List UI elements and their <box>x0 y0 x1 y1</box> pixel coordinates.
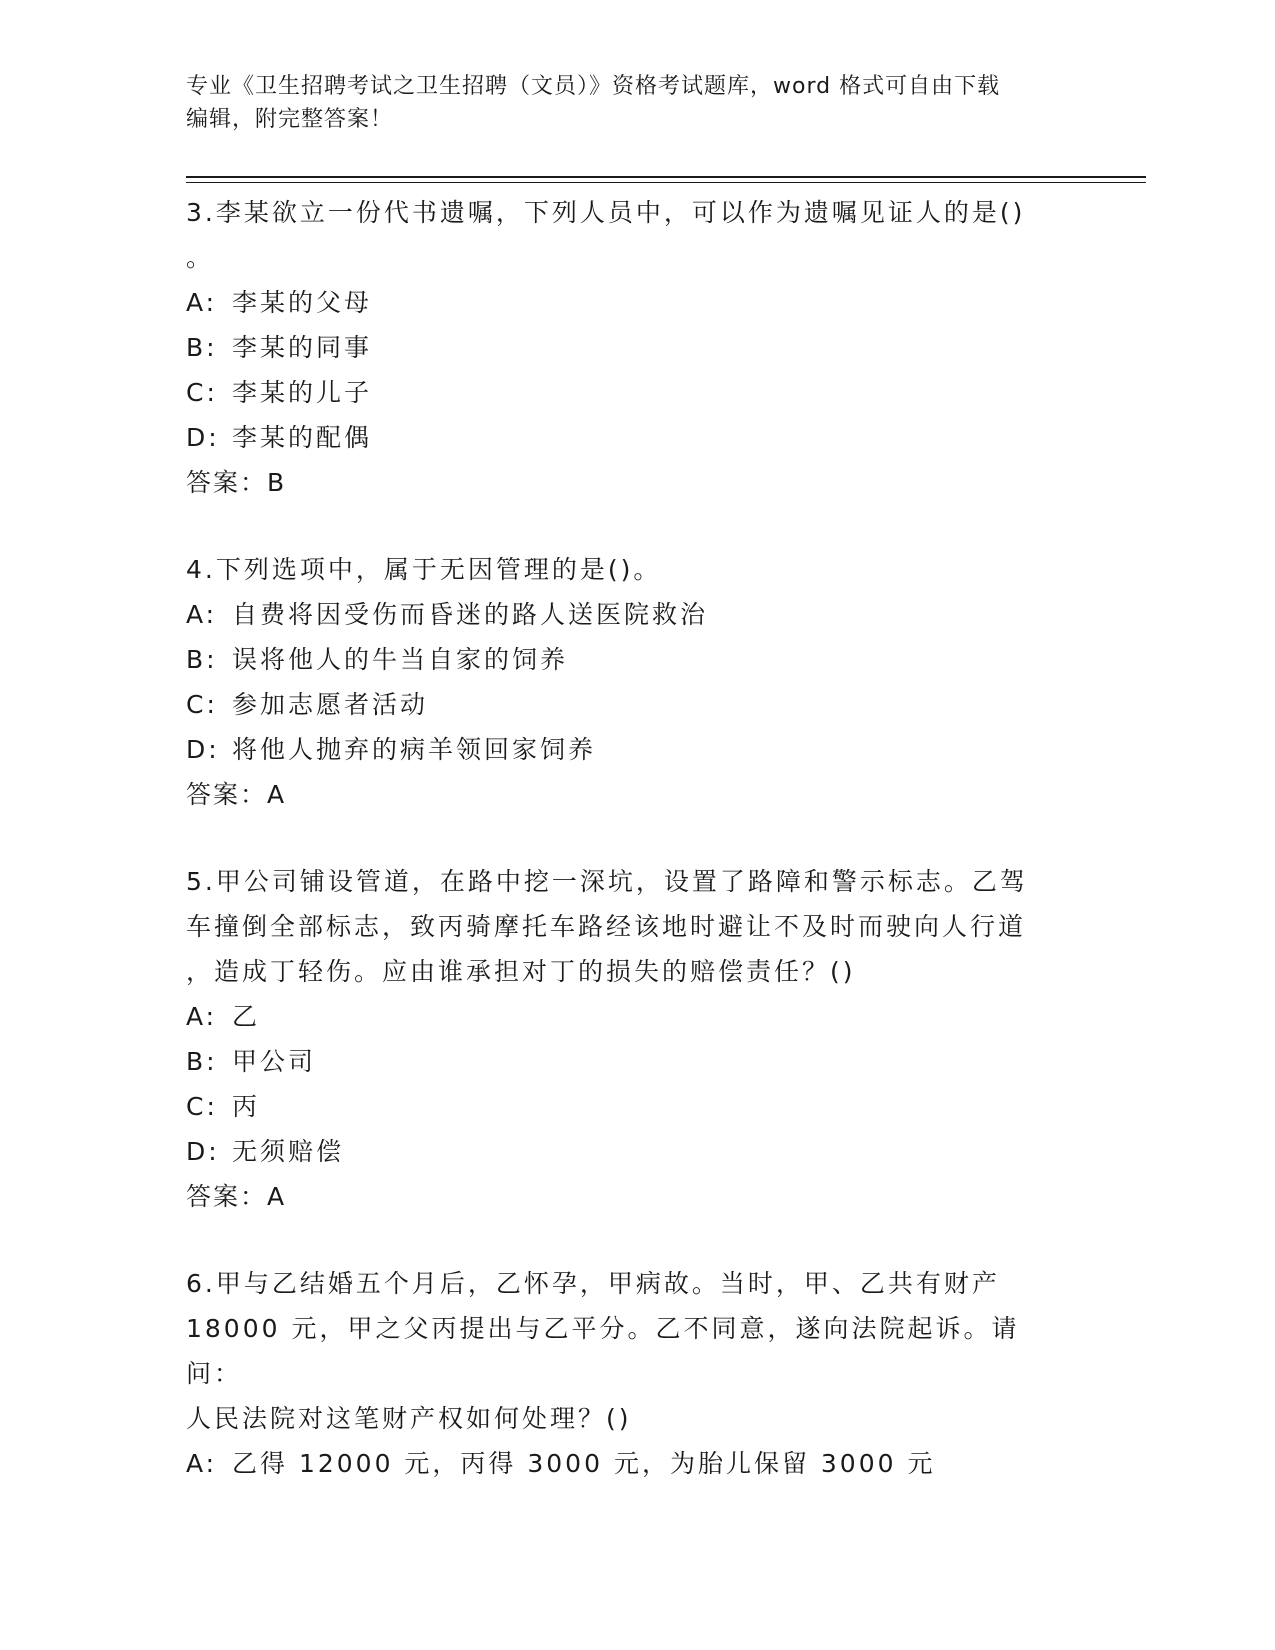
option-row <box>186 370 1066 415</box>
question-stem-line: 3.李某欲立一份代书遗嘱，下列人员中，可以作为遗嘱见证人的是() <box>186 198 1026 227</box>
option-text: 误将他人的牛当自家的饲养 <box>232 645 569 674</box>
option-key: D: <box>186 423 220 452</box>
option-text: 自费将因受伤而昏迷的路人送医院救治 <box>232 600 709 629</box>
option-row <box>186 415 1066 460</box>
question-block <box>186 1261 1066 1486</box>
question-block <box>186 547 1066 817</box>
option-key: C: <box>186 1092 218 1121</box>
option-text: 甲公司 <box>232 1047 317 1076</box>
answer-line: 答案：A <box>186 780 287 809</box>
option-key: A: <box>186 288 218 317</box>
option-key: C: <box>186 378 218 407</box>
header-line-1: 专业《卫生招聘考试之卫生招聘（文员）》资格考试题库，word 格式可自由下载 <box>186 74 1001 99</box>
option-row <box>186 1039 1066 1084</box>
option-row <box>186 325 1066 370</box>
option-key: D: <box>186 735 220 764</box>
question-stem-line: 18000 元，甲之父丙提出与乙平分。乙不同意，遂向法院起诉。请问： <box>186 1314 1020 1388</box>
option-key: A: <box>186 1002 218 1031</box>
option-key: D: <box>186 1137 220 1166</box>
option-key: B: <box>186 1047 218 1076</box>
option-key: A: <box>186 1449 218 1478</box>
document-header <box>186 70 1086 136</box>
header-divider-thin <box>186 182 1146 183</box>
option-row <box>186 994 1066 1039</box>
option-row <box>186 1084 1066 1129</box>
option-row <box>186 1129 1066 1174</box>
option-text: 丙 <box>232 1092 261 1121</box>
question-stem-line: 车撞倒全部标志，致丙骑摩托车路经该地时避让不及时而驶向人行道 <box>186 912 1027 941</box>
option-text: 参加志愿者活动 <box>232 690 429 719</box>
question-list <box>186 190 1066 1528</box>
header-divider-thick <box>186 176 1146 178</box>
option-key: B: <box>186 333 218 362</box>
option-text: 将他人抛弃的病羊领回家饲养 <box>232 735 597 764</box>
option-key: B: <box>186 645 218 674</box>
answer-line: 答案：B <box>186 468 287 497</box>
question-block <box>186 190 1066 505</box>
option-key: A: <box>186 600 218 629</box>
option-text: 乙得 12000 元，丙得 3000 元，为胎儿保留 3000 元 <box>232 1449 936 1478</box>
question-stem-line: 4.下列选项中，属于无因管理的是()。 <box>186 555 662 584</box>
option-row <box>186 280 1066 325</box>
option-row <box>186 1441 1066 1486</box>
option-text: 李某的父母 <box>232 288 373 317</box>
question-stem-line: 5.甲公司铺设管道，在路中挖一深坑，设置了路障和警示标志。乙驾 <box>186 867 1028 896</box>
option-text: 乙 <box>232 1002 261 1031</box>
option-key: C: <box>186 690 218 719</box>
question-block <box>186 859 1066 1219</box>
question-stem-line: ，造成丁轻伤。应由谁承担对丁的损失的赔偿责任？() <box>186 957 856 986</box>
option-text: 李某的配偶 <box>232 423 373 452</box>
option-text: 李某的同事 <box>232 333 373 362</box>
question-stem-line: 人民法院对这笔财产权如何处理？() <box>186 1404 632 1433</box>
option-row <box>186 592 1066 637</box>
option-text: 无须赔偿 <box>232 1137 345 1166</box>
option-row <box>186 682 1066 727</box>
option-row <box>186 637 1066 682</box>
header-line-2: 编辑，附完整答案！ <box>186 107 394 132</box>
question-stem-line: 6.甲与乙结婚五个月后，乙怀孕，甲病故。当时，甲、乙共有财产 <box>186 1269 1000 1298</box>
option-row <box>186 727 1066 772</box>
question-stem-line: 。 <box>186 243 215 272</box>
option-text: 李某的儿子 <box>232 378 373 407</box>
answer-line: 答案：A <box>186 1182 287 1211</box>
